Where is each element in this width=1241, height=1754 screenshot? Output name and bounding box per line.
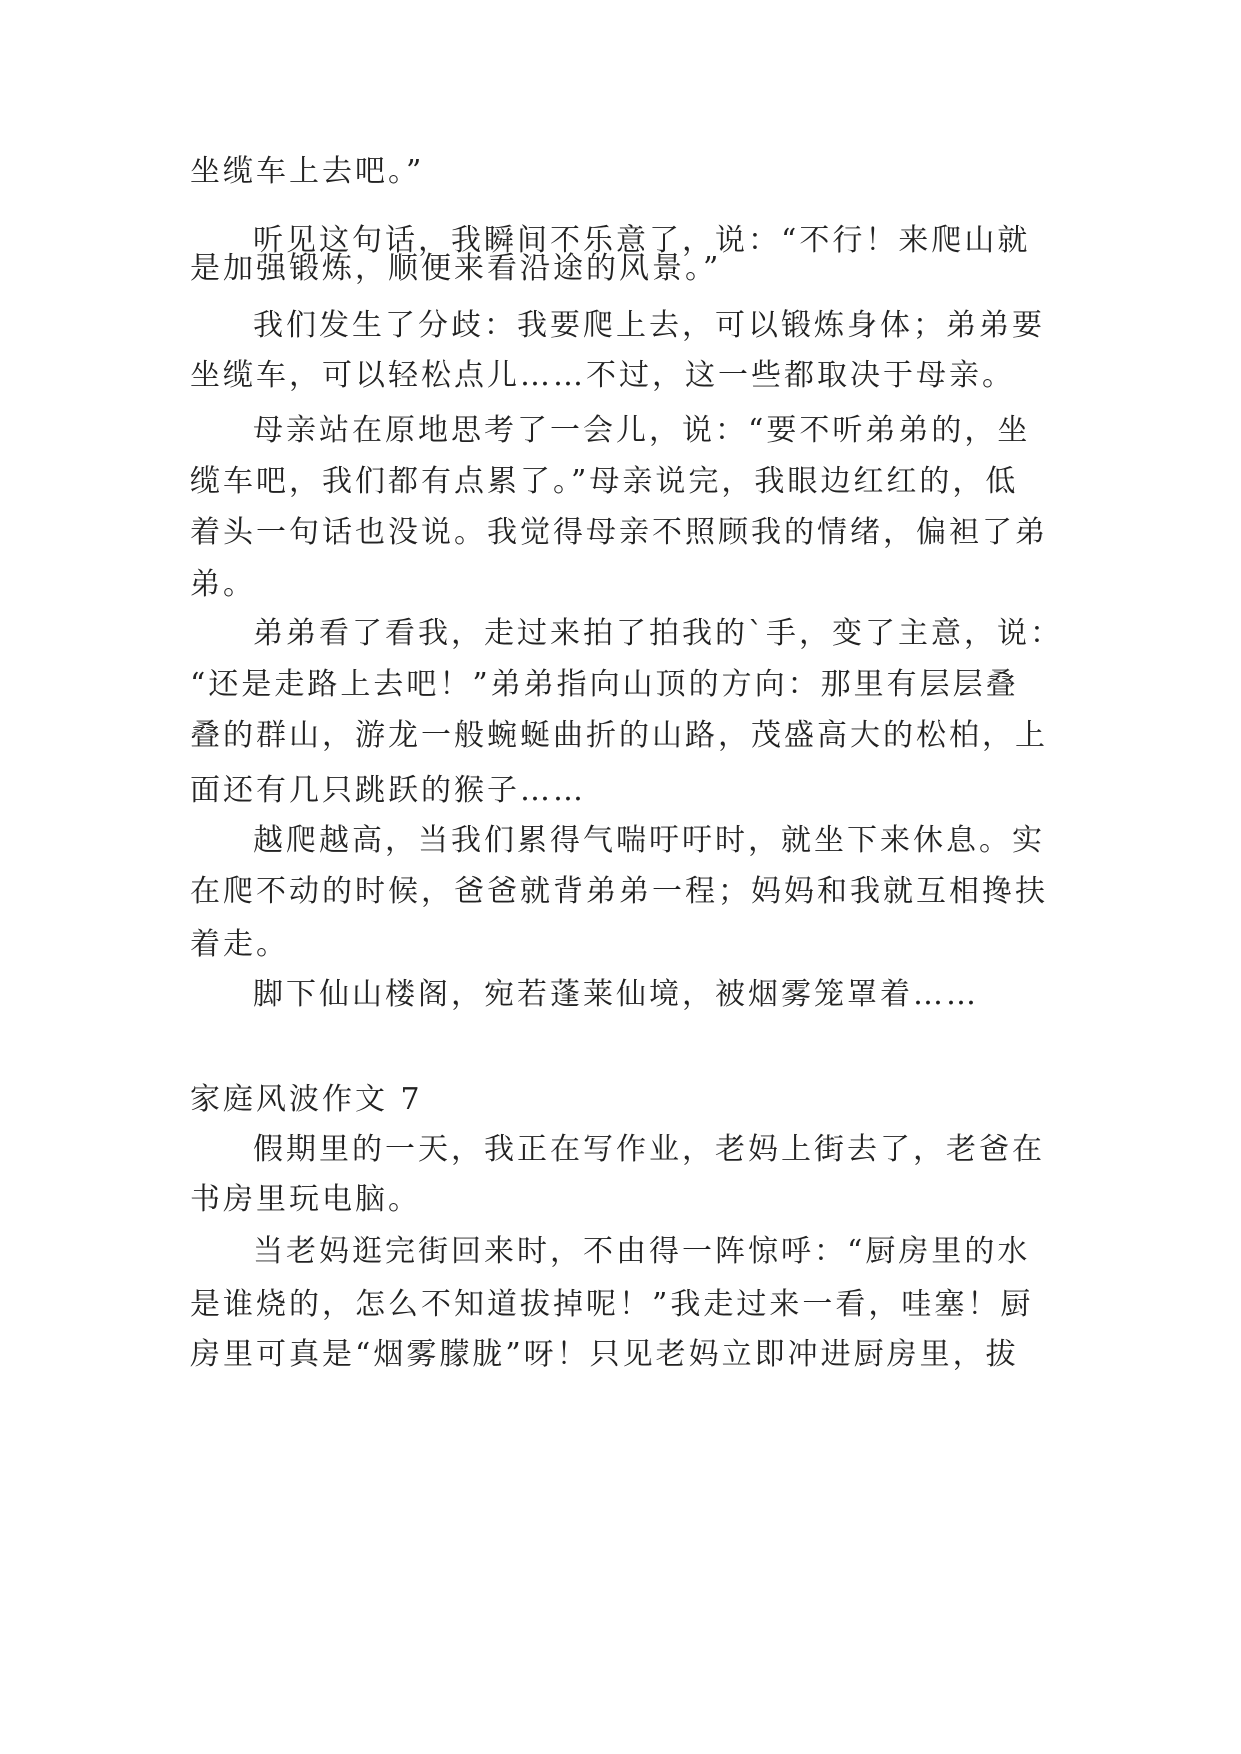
paragraph-line: 越爬越高，当我们累得气喘吁吁时，就坐下来休息。实 [253, 823, 1045, 858]
text-line: 是加强锻炼，顺便来看沿途的风景。” [190, 251, 722, 286]
paragraph-line: 当老妈逛完街回来时，不由得一阵惊呼：“厨房里的水 [253, 1234, 1031, 1269]
text-line: “还是走路上去吧！”弟弟指向山顶的方向：那里有层层叠 [190, 667, 1019, 702]
text-line: 着头一句话也没说。我觉得母亲不照顾我的情绪，偏袒了弟 [190, 515, 1048, 550]
paragraph-line: 弟弟看了看我，走过来拍了拍我的`手，变了主意，说： [253, 616, 1063, 651]
paragraph-line: 假期里的一天，我正在写作业，老妈上街去了，老爸在 [253, 1132, 1045, 1167]
text-line: 缆车吧，我们都有点累了。”母亲说完，我眼边红红的，低 [190, 464, 1019, 499]
text-line: 书房里玩电脑。 [190, 1182, 421, 1217]
paragraph-line: 母亲站在原地思考了一会儿，说：“要不听弟弟的，坐 [253, 413, 1031, 448]
text-line: 坐缆车上去吧。” [190, 154, 425, 189]
text-line: 着走。 [190, 927, 289, 962]
text-line: 是谁烧的，怎么不知道拔掉呢！”我走过来一看，哇塞！厨 [190, 1287, 1034, 1322]
text-line: 弟。 [190, 567, 256, 602]
paragraph-line: 听见这句话，我瞬间不乐意了，说：“不行！来爬山就 [253, 223, 1031, 258]
text-line: 面还有几只跳跃的猴子…… [190, 773, 586, 808]
text-line: 叠的群山，游龙一般蜿蜒曲折的山路，茂盛高大的松柏，上 [190, 718, 1048, 753]
section-heading: 家庭风波作文 7 [190, 1082, 423, 1117]
paragraph-line: 我们发生了分歧：我要爬上去，可以锻炼身体；弟弟要 [253, 308, 1045, 343]
paragraph-line: 脚下仙山楼阁，宛若蓬莱仙境，被烟雾笼罩着…… [253, 977, 979, 1012]
text-line: 房里可真是“烟雾朦胧”呀！只见老妈立即冲进厨房里，拔 [190, 1337, 1019, 1372]
text-line: 在爬不动的时候，爸爸就背弟弟一程；妈妈和我就互相搀扶 [190, 874, 1048, 909]
text-line: 坐缆车，可以轻松点儿……不过，这一些都取决于母亲。 [190, 358, 1015, 393]
